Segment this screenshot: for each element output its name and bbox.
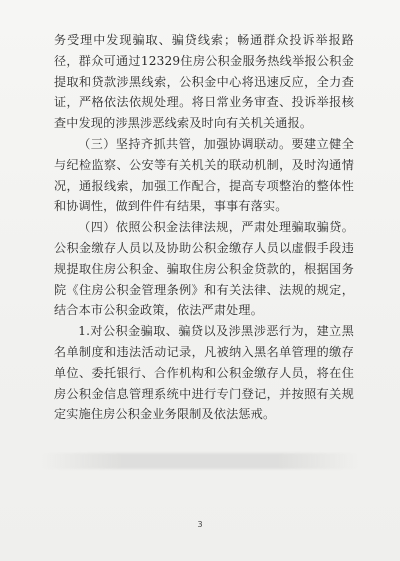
- paragraph-1: 务受理中发现骗取、骗贷线索；畅通群众投诉举报路径，群众可通过12329住房公积金服务热线举报公积金提取和贷款涉黑线索，公积金中心将迅速反应，全力查证，严格依法依规处理。将日常业务审查、投诉举报核查中发现的涉黑涉恶线索及时向有关机关通报。: [54, 33, 354, 131]
- paragraph-3: （四）依照公积金法律法规，严肃处理骗取骗贷。公积金缴存人员以及协助公积金缴存人员以虚假手段违规提取住房公积金、骗取住房公积金贷款的，根据国务院《住房公积金管理条例》和有关法律、法规的规定，结合本市公积金政策，依法严肃处理。: [54, 220, 354, 318]
- paragraph-4: 1.对公积金骗取、骗贷以及涉黑涉恶行为，建立黑名单制度和违法活动记录，凡被纳入黑名单管理的缴存单位、委托银行、合作机构和公积金缴存人员，将在住房公积金信息管理系统中进行专门登记，并按照有关规定实施住房公积金业务限制及依法惩戒。: [54, 324, 354, 422]
- paragraph-2: （三）坚持齐抓共管，加强协调联动。要建立健全与纪检监察、公安等有关机关的联动机制，及时沟通情况，通报线索，加强工作配合，提高专项整治的整体性和协调性，做到件件有结果，事事有落实。: [54, 136, 354, 214]
- document-body: [54, 30, 354, 425]
- page-number: 3: [197, 520, 203, 529]
- show-through-text: [0, 453, 400, 469]
